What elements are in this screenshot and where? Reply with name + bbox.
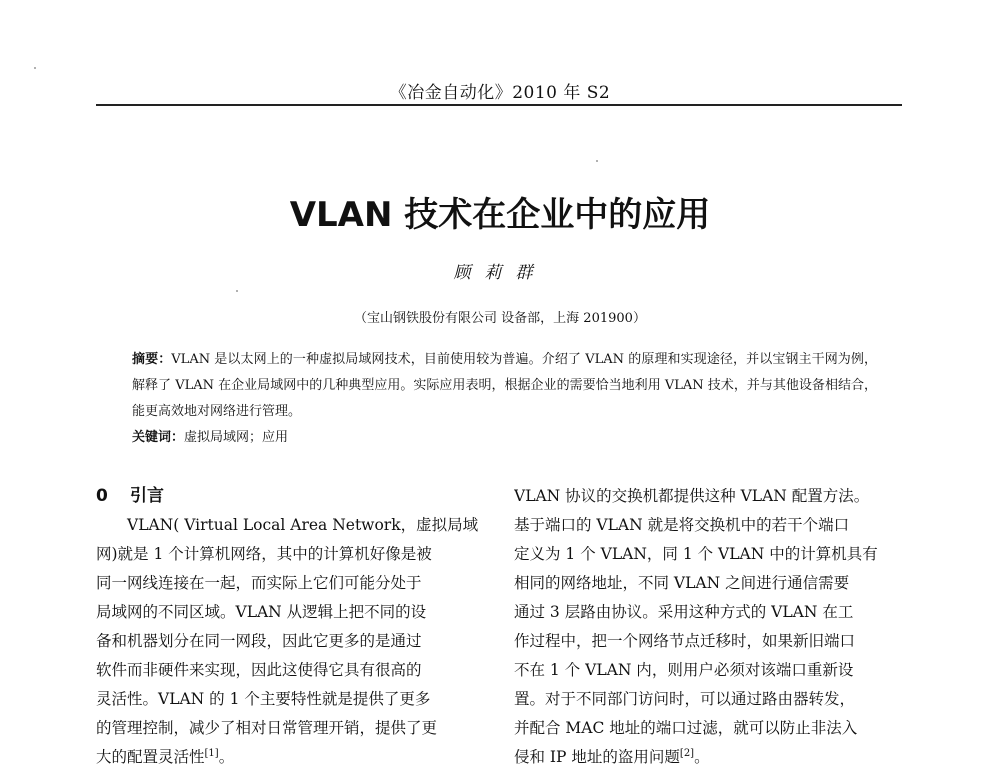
body-line-tail: 。 bbox=[218, 748, 235, 766]
left-column bbox=[96, 482, 486, 772]
body-line bbox=[96, 743, 486, 772]
keywords-text: 虚拟局域网；应用 bbox=[184, 430, 289, 445]
body-line-text: 侵和 IP 地址的盗用问题 bbox=[514, 748, 680, 766]
body-line: 备和机器划分在同一网段，因此它更多的是通过 bbox=[96, 632, 422, 650]
body-line: VLAN 协议的交换机都提供这种 VLAN 配置方法。 bbox=[514, 487, 870, 505]
body-line: 定义为 1 个 VLAN，同 1 个 VLAN 中的计算机具有 bbox=[514, 545, 878, 563]
body-line: 同一网线连接在一起，而实际上它们可能分处于 bbox=[96, 574, 422, 592]
body-line: 相同的网络地址，不同 VLAN 之间进行通信需要 bbox=[514, 574, 850, 592]
body-line: 通过 3 层路由协议。采用这种方式的 VLAN 在工 bbox=[514, 603, 854, 621]
right-column bbox=[514, 482, 904, 772]
body-line: 作过程中，把一个网络节点迁移时，如果新旧端口 bbox=[514, 632, 856, 650]
body-line: 软件而非硬件来实现，因此这使得它具有很高的 bbox=[96, 661, 422, 679]
author-name: 顾莉群 bbox=[453, 263, 547, 283]
journal-header: 《冶金自动化》2010 年 S2 bbox=[389, 83, 611, 103]
header-rule bbox=[96, 104, 902, 106]
body-line bbox=[514, 743, 904, 772]
abstract bbox=[132, 347, 877, 425]
scan-speck bbox=[236, 290, 238, 292]
body-line: VLAN( Virtual Local Area Network，虚拟局域 bbox=[127, 516, 479, 534]
body-line: 置。对于不同部门访问时，可以通过路由器转发， bbox=[514, 690, 856, 708]
section-number: 0 bbox=[96, 486, 108, 506]
scan-speck bbox=[596, 160, 598, 162]
section-title: 引言 bbox=[130, 486, 164, 506]
abstract-text: VLAN 是以太网上的一种虚拟局域网技术，目前使用较为普遍。介绍了 VLAN 的原理和实现途径，并以宝钢主干网为例，解释了 VLAN 在企业局域网中的几种典型应用。实际应用表明，根据企业的需要恰当地利用 VLAN 技术，并与其他设备相结合，能更高效地对网络进行管理。 bbox=[132, 352, 877, 419]
keywords bbox=[132, 425, 877, 451]
body-line-tail: 。 bbox=[694, 748, 710, 766]
body-line: 灵活性。VLAN 的 1 个主要特性就是提供了更多 bbox=[96, 690, 431, 708]
body-line: 的管理控制，减少了相对日常管理开销，提供了更 bbox=[96, 719, 438, 737]
body-line: 局域网的不同区域。VLAN 从逻辑上把不同的设 bbox=[96, 603, 427, 621]
affiliation: （宝山钢铁股份有限公司 设备部，上海 201900） bbox=[354, 311, 646, 326]
abstract-label: 摘要： bbox=[132, 352, 172, 367]
keywords-label: 关键词： bbox=[132, 430, 185, 445]
citation-ref: [2] bbox=[679, 747, 695, 759]
body-line: 网)就是 1 个计算机网络，其中的计算机好像是被 bbox=[96, 545, 432, 563]
body-line: 并配合 MAC 地址的端口过滤，就可以防止非法入 bbox=[514, 719, 858, 737]
scan-speck bbox=[34, 67, 36, 69]
body-line: 不在 1 个 VLAN 内，则用户必须对该端口重新设 bbox=[514, 661, 854, 679]
paper-title: VLAN 技术在企业中的应用 bbox=[289, 195, 711, 235]
citation-ref: [1] bbox=[204, 747, 219, 759]
body-line: 基于端口的 VLAN 就是将交换机中的若干个端口 bbox=[514, 516, 850, 534]
section-heading bbox=[96, 482, 486, 511]
body-line-text: 大的配置灵活性 bbox=[96, 748, 205, 766]
